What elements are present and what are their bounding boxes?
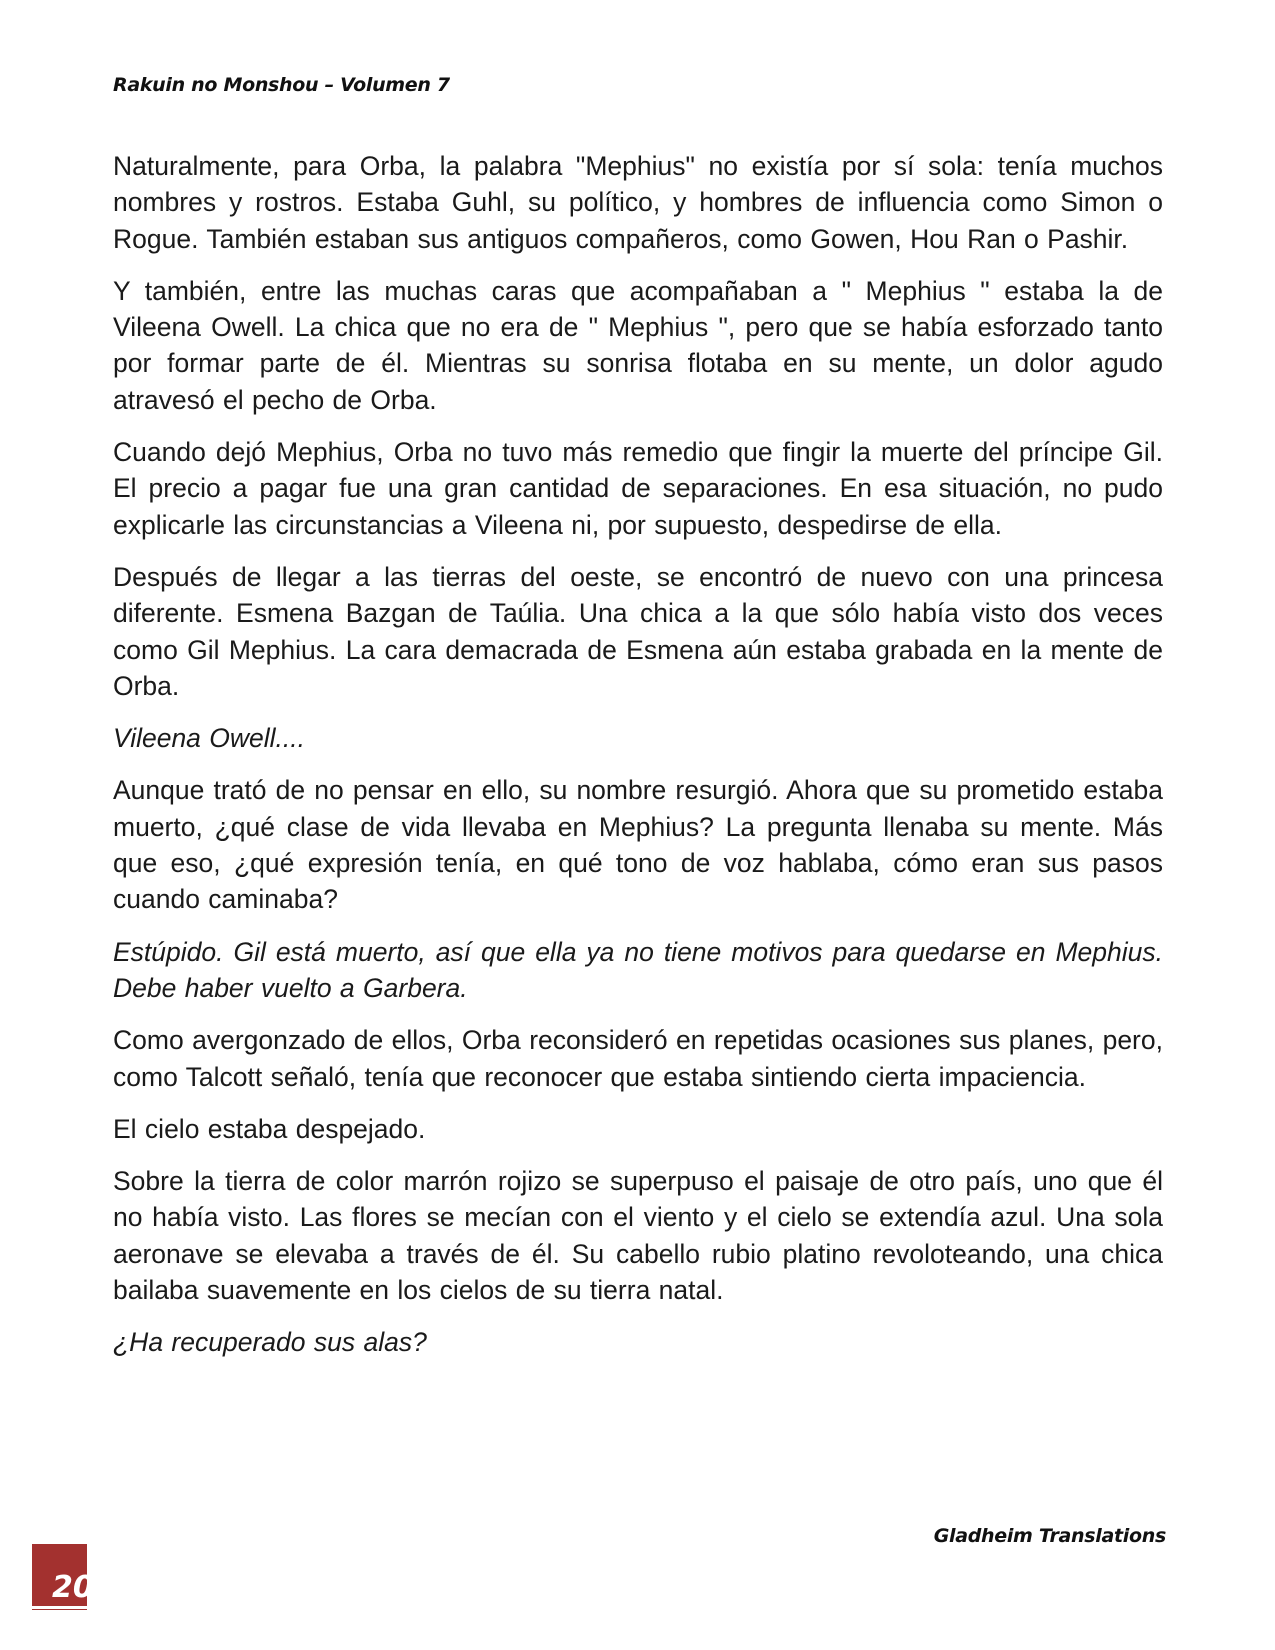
page-number-badge [32, 1544, 94, 1610]
page-number-underline [32, 1606, 87, 1609]
paragraph-italic: ¿Ha recuperado sus alas? [113, 1327, 427, 1358]
paragraph: Cuando dejó Mephius, Orba no tuvo más remedio que fingir la muerte del príncipe Gil. El precio a pagar fue una gran cantidad de separaciones. En esa situación, no pudo explicarle las circunstancias a Vileena ni, por supuesto, despedirse de ella. [113, 437, 1163, 540]
paragraph-italic: Estúpido. Gil está muerto, así que ella ya no tiene motivos para quedarse en Mephius. Debe haber vuelto a Garbera. [113, 936, 1163, 1003]
footer-credit: Gladheim Translations [933, 1525, 1166, 1547]
paragraph: Después de llegar a las tierras del oeste, se encontró de nuevo con una princesa diferente. Esmena Bazgan de Taúlia. Una chica a la que sólo había visto dos veces como Gil Mephius. La cara demacrada de Esmena aún estaba grabada en la mente de Orba. [113, 561, 1163, 701]
page-number: 20 [52, 1570, 94, 1605]
paragraph: Aunque trató de no pensar en ello, su nombre resurgió. Ahora que su prometido estaba muerto, ¿qué clase de vida llevaba en Mephius? La pregunta llenaba su mente. Más que eso, ¿qué expresión tenía, en qué tono de voz hablaba, cómo eran sus pasos cuando caminaba? [113, 775, 1163, 915]
paragraph: Como avergonzado de ellos, Orba reconsideró en repetidas ocasiones sus planes, pero, como Talcott señaló, tenía que reconocer que estaba sintiendo cierta impaciencia. [113, 1025, 1163, 1092]
body-text [113, 148, 1163, 1377]
paragraph: Sobre la tierra de color marrón rojizo se superpuso el paisaje de otro país, uno que él no había visto. Las flores se mecían con el viento y el cielo se extendía azul. Una sola aeronave se elevaba a través de él. Su cabello rubio platino revoloteando, una chica bailaba suavemente en los cielos de su tierra natal. [113, 1166, 1163, 1306]
running-header-title: Rakuin no Monshou – Volumen 7 [113, 74, 450, 96]
paragraph-italic: Vileena Owell.... [113, 723, 305, 754]
paragraph: Y también, entre las muchas caras que acompañaban a " Mephius " estaba la de Vileena Owell. La chica que no era de " Mephius ", pero que se había esforzado tanto por formar parte de él. Mientras su sonrisa flotaba en su mente, un dolor agudo atravesó el pecho de Orba. [113, 275, 1163, 415]
paragraph: Naturalmente, para Orba, la palabra "Mephius" no existía por sí sola: tenía muchos nombres y rostros. Estaba Guhl, su político, y hombres de influencia como Simon o Rogue. También estaban sus antiguos compañeros, como Gowen, Hou Ran o Pashir. [113, 151, 1163, 254]
paragraph: El cielo estaba despejado. [113, 1113, 426, 1144]
